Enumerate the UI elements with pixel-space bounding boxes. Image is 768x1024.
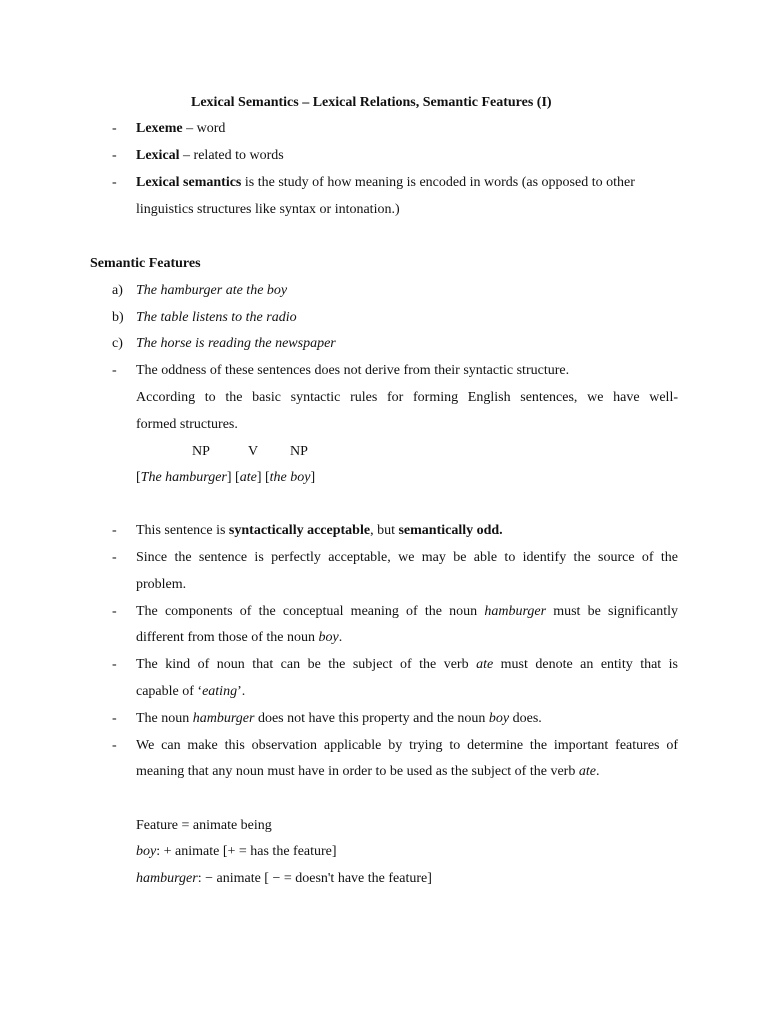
term: Lexical semantics [136,175,242,190]
text: meaning that any noun must have in order to be used as the subject of the verb [136,764,579,779]
emphasis: hamburger [192,711,255,726]
bracket: ] [ [256,470,270,485]
feature-line [136,870,432,888]
emphasis: hamburger [484,604,547,619]
point-line [136,710,542,728]
bullet: - [112,550,117,565]
text: , but [370,523,399,538]
bullet: - [112,363,117,378]
v-label: V [248,444,259,459]
point [136,522,503,540]
list-marker: b) [112,310,124,325]
emphasis: boy [488,711,510,726]
text: The components of the conceptual meaning of the noun [136,604,485,619]
oddness-line: formed structures. [136,417,238,432]
constituent: the boy [269,470,311,485]
point-line: We can make this observation applicable by trying to determine the important features of [136,738,678,753]
text: : − animate [ − = doesn't have the feature] [197,871,432,886]
example-sentence: The table listens to the radio [136,310,297,325]
bullet: - [112,738,117,753]
text: . [338,630,343,645]
definition-text: is the study of how meaning is encoded in words (as opposed to other [241,175,635,190]
document-title: Lexical Semantics – Lexical Relations, Semantic Features (I) [191,95,552,110]
emphasis: boy [136,844,157,859]
example-sentence: The horse is reading the newspaper [136,336,336,351]
bullet: - [112,711,117,726]
point-line [136,629,342,647]
definition-lexical [136,147,284,165]
oddness-line: According to the basic syntactic rules for forming English sentences, we have well- [136,390,678,405]
text: different from those of the noun [136,630,319,645]
np-label: NP [192,444,210,459]
text: The kind of noun that can be the subject of the verb [136,657,477,672]
point-line: Since the sentence is perfectly acceptable, we may be able to identify the source of the [136,550,678,565]
bracketed-structure [136,469,315,487]
emphasis: ate [476,657,494,672]
text: must denote an entity that is [493,657,678,672]
emphasis: boy [318,630,339,645]
point-line [136,683,245,701]
np-label: NP [290,444,308,459]
bullet: - [112,148,117,163]
example-sentence: The hamburger ate the boy [136,283,288,298]
emphasis: eating [202,684,238,699]
text: This sentence is [136,523,229,538]
definition-lexeme [136,120,225,138]
definition-continuation: linguistics structures like syntax or intonation.) [136,202,400,217]
bullet: - [112,175,117,190]
feature-line: Feature = animate being [136,818,272,833]
emphasis: hamburger [136,871,198,886]
term: Lexeme [136,121,183,136]
text: does not have this property and the noun [254,711,489,726]
text: ’. [237,684,246,699]
constituent: The hamburger [140,470,227,485]
point-line [136,603,678,621]
oddness-line: The oddness of these sentences does not derive from their syntactic structure. [136,363,570,378]
bracket: ] [ [226,470,240,485]
emphasis: semantically odd. [398,523,503,538]
list-marker: c) [112,336,123,351]
term: Lexical [136,148,180,163]
definition-text: – related to words [179,148,284,163]
point-line [136,656,678,674]
point-line [136,763,599,781]
definition-text: – word [182,121,226,136]
text: The noun [136,711,193,726]
emphasis: syntactically acceptable [228,523,371,538]
point-line: problem. [136,577,187,592]
bullet: - [112,121,117,136]
text: : + animate [+ = has the feature] [156,844,337,859]
emphasis: ate [578,764,596,779]
bracket: [ [136,470,141,485]
definition-lexical-semantics [136,174,635,192]
bullet: - [112,523,117,538]
constituent: ate [239,470,257,485]
list-marker: a) [112,283,123,298]
bracket: ] [310,470,316,485]
text: capable of ‘ [136,684,203,699]
section-heading: Semantic Features [90,256,201,271]
bullet: - [112,657,117,672]
text: . [595,764,600,779]
bullet: - [112,604,117,619]
text: does. [509,711,542,726]
feature-line [136,843,337,861]
text: must be significantly [546,604,678,619]
